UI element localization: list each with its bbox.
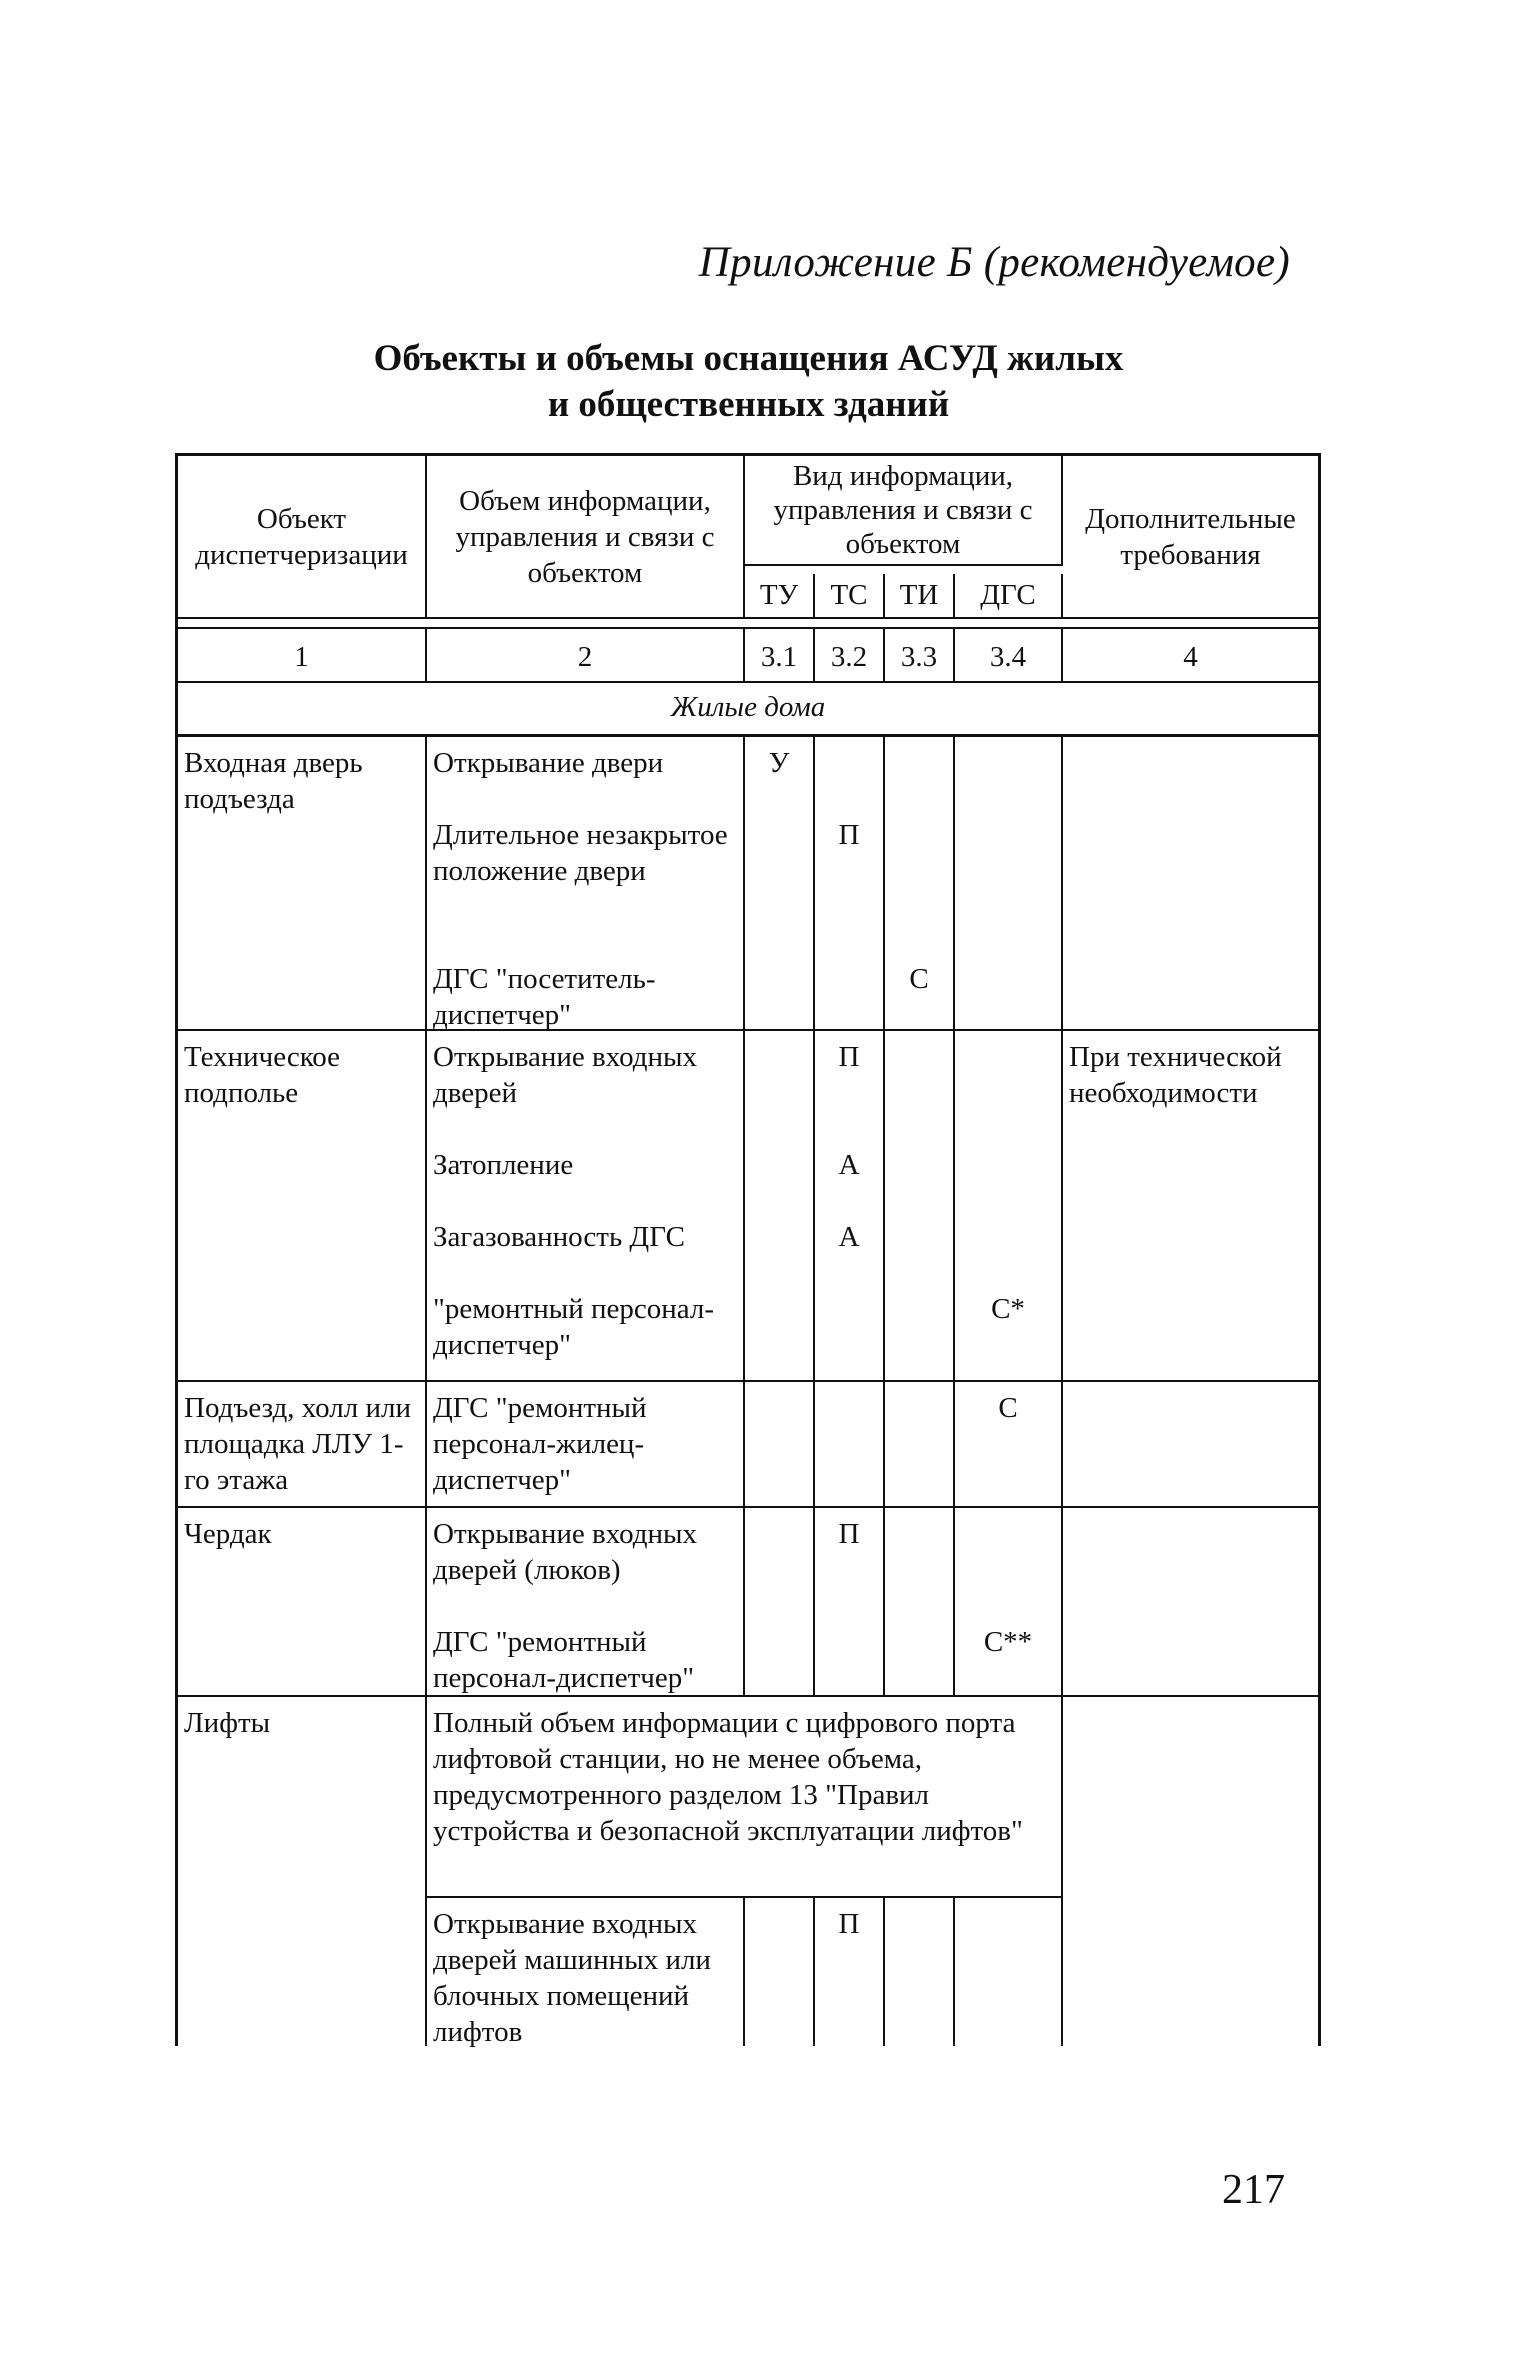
item-text: Длительное незакрытое положение двери: [433, 819, 728, 887]
col-number-3-4: 3.4: [955, 629, 1063, 683]
mark: У: [768, 747, 790, 779]
mark: А: [838, 1149, 860, 1181]
mark: П: [838, 1041, 860, 1073]
col-number-3-1: 3.1: [745, 629, 815, 683]
title-line-2: и общественных зданий: [547, 384, 950, 425]
header-separator: [178, 619, 1318, 629]
volume-entrance-hall: ДГС "ремонтный персонал-жилец-диспетчер": [427, 1382, 745, 1508]
header-tu: ТУ: [745, 574, 815, 620]
header-ts: ТС: [815, 574, 885, 620]
col-number-3-2: 3.2: [815, 629, 885, 683]
extra-elevators: [1063, 1697, 1318, 2046]
header-object: Объект диспетчеризации: [178, 456, 427, 619]
extra-entrance-door: [1063, 737, 1318, 1031]
page-number: 217: [1222, 2167, 1285, 2213]
item-text: Затопление: [433, 1149, 574, 1181]
item-text: Открывание входных дверей (люков): [433, 1518, 698, 1586]
volume-attic: [427, 1508, 745, 1697]
object-elevators: Лифты: [178, 1697, 427, 2046]
mark: С*: [991, 1293, 1025, 1325]
volume-elevators-doors: Открывание входных дверей машинных или блочных помещений лифтов: [427, 1898, 745, 2046]
header-extra: Дополнительные требования: [1063, 456, 1318, 619]
ti-elevators: [885, 1898, 955, 2046]
ts-tech-underground: [815, 1031, 885, 1382]
dgs-entrance-door: [955, 737, 1063, 1031]
ts-entrance-door: [815, 737, 885, 1031]
ti-entrance-door: [885, 737, 955, 1031]
title-line-1: Объекты и объемы оснащения АСУД жилых: [373, 338, 1124, 379]
dgs-entrance-hall: С: [955, 1382, 1063, 1508]
tu-entrance-door: [745, 737, 815, 1031]
object-entrance-door: Входная дверь подъезда: [178, 737, 427, 1031]
ti-tech-underground: [885, 1031, 955, 1382]
item-text: Открывание входных дверей: [433, 1041, 698, 1109]
mark: А: [838, 1221, 860, 1253]
col-number-4: 4: [1063, 629, 1318, 683]
mark: С**: [983, 1626, 1033, 1658]
dgs-tech-underground: [955, 1031, 1063, 1382]
extra-tech-underground: При технической необходимости: [1063, 1031, 1318, 1382]
item-text: Загазованность ДГС: [433, 1221, 685, 1253]
mark: С: [909, 963, 929, 995]
col-number-2: 2: [427, 629, 745, 683]
header-kind: Вид информации, управления и связи с объектом: [745, 456, 1063, 566]
col-number-1: 1: [178, 629, 427, 683]
ti-attic: [885, 1508, 955, 1697]
header-volume: Объем информации, управления и связи с объектом: [427, 456, 745, 619]
extra-attic: [1063, 1508, 1318, 1697]
item-text: "ремонтный персонал-диспетчер": [433, 1293, 715, 1361]
header-ti: ТИ: [885, 574, 955, 620]
ti-entrance-hall: [885, 1382, 955, 1508]
tu-attic: [745, 1508, 815, 1697]
mark: П: [838, 819, 860, 851]
tu-entrance-hall: [745, 1382, 815, 1508]
item-text: Открывание двери: [433, 747, 664, 779]
volume-tech-underground: [427, 1031, 745, 1382]
mark: П: [838, 1518, 860, 1550]
object-entrance-hall: Подъезд, холл или площадка ЛЛУ 1-го этажа: [178, 1382, 427, 1508]
item-text: ДГС "посетитель-диспетчер": [433, 963, 656, 1031]
dgs-elevators: [955, 1898, 1063, 2046]
item-text: ДГС "ремонтный персонал-диспетчер": [433, 1626, 695, 1694]
section-residential: Жилые дома: [178, 683, 1318, 737]
extra-entrance-hall: [1063, 1382, 1318, 1508]
volume-entrance-door: [427, 737, 745, 1031]
object-attic: Чердак: [178, 1508, 427, 1697]
ts-elevators: П: [815, 1898, 885, 2046]
header-dgs: ДГС: [955, 574, 1063, 620]
tu-tech-underground: [745, 1031, 815, 1382]
col-number-3-3: 3.3: [885, 629, 955, 683]
appendix-label: Приложение Б (рекомендуемое): [698, 239, 1290, 286]
dgs-attic: [955, 1508, 1063, 1697]
equipment-table: [175, 453, 1321, 2046]
object-tech-underground: Техническое подполье: [178, 1031, 427, 1382]
volume-elevators-full: Полный объем информации с цифрового порта лифтовой станции, но не менее объема, предусмотренного разделом 13 "Правил устройства и безопасной эксплуатации лифтов": [427, 1697, 1063, 1898]
ts-entrance-hall: [815, 1382, 885, 1508]
ts-attic: [815, 1508, 885, 1697]
tu-elevators: [745, 1898, 815, 2046]
document-title: [176, 336, 1321, 428]
